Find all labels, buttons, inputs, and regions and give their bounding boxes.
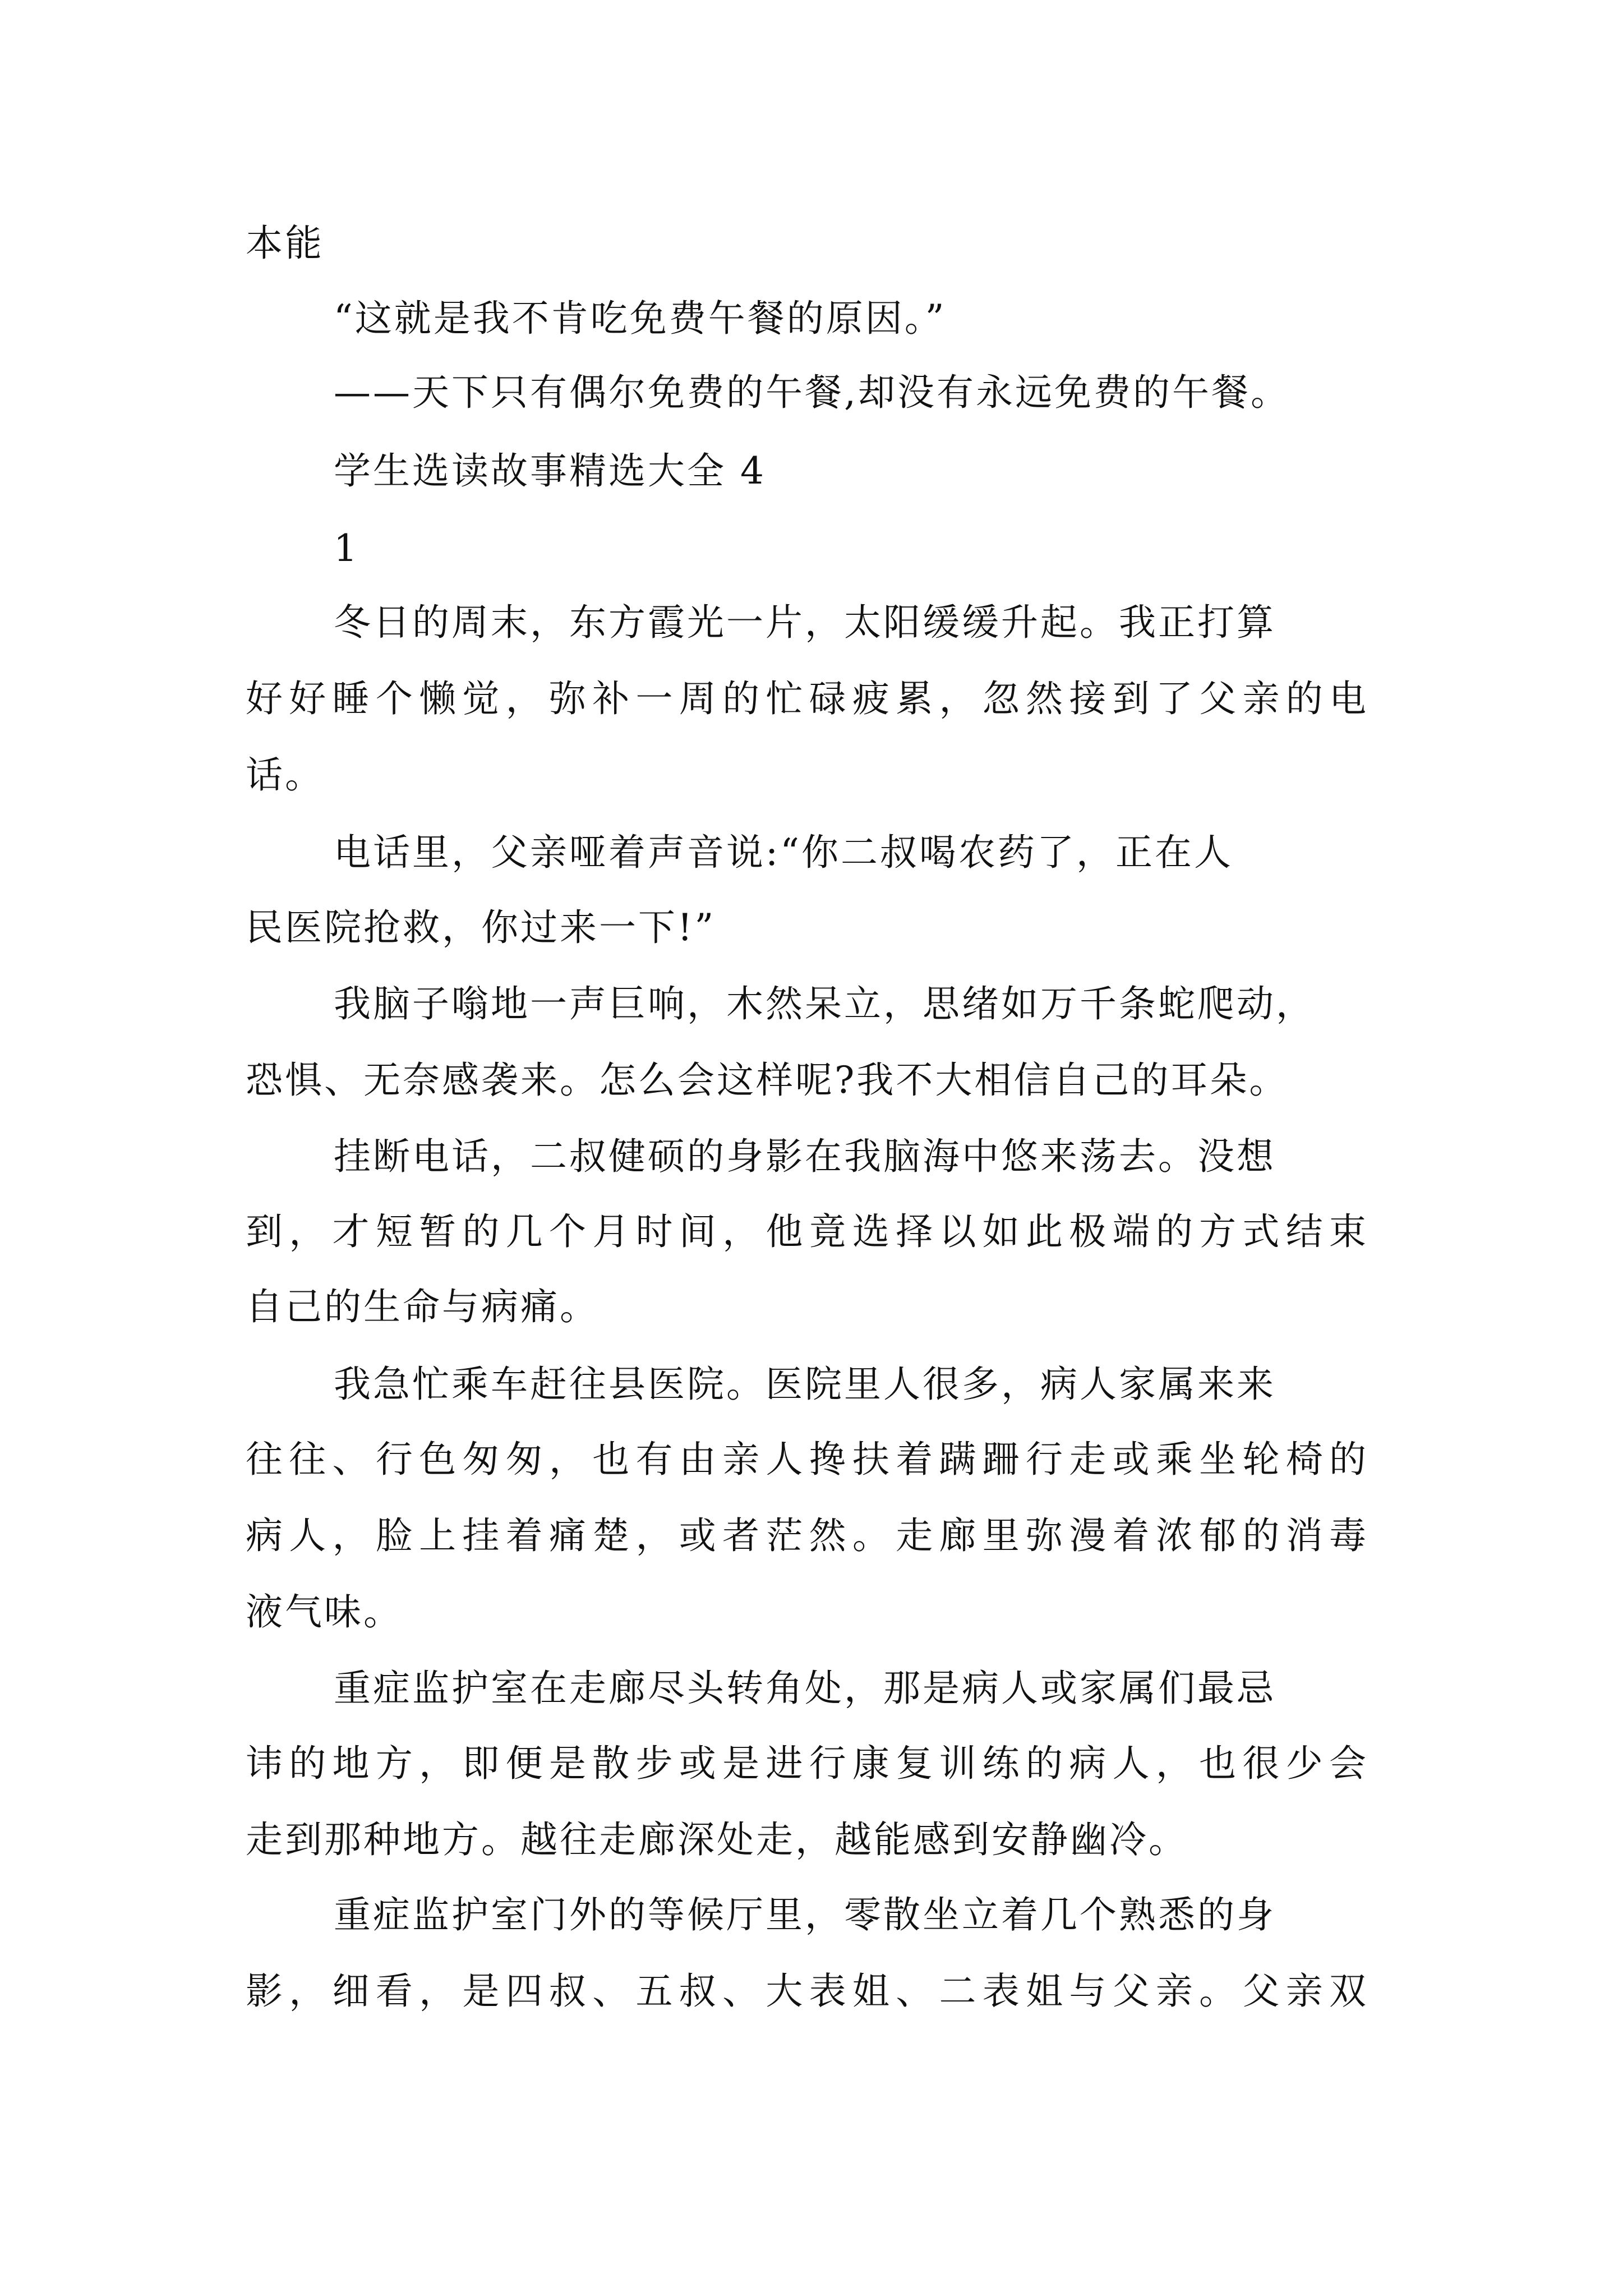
text-line: 电话里，父亲哑着声音说:“你二叔喝农药了，正在人 xyxy=(334,831,1233,874)
text-line: 到，才短暂的几个月时间，他竟选择以如此极端的方式结束 xyxy=(246,1210,1368,1253)
text-line: 冬日的周末，东方霞光一片，太阳缓缓升起。我正打算 xyxy=(334,601,1276,644)
text-line: 1 xyxy=(334,527,359,570)
text-line: ——天下只有偶尔免费的午餐,却没有永远免费的午餐。 xyxy=(334,371,1290,414)
text-line: 影，细看，是四叔、五叔、大表姐、二表姐与父亲。父亲双 xyxy=(246,1970,1368,2013)
text-line: 话。 xyxy=(246,753,324,797)
text-line: 讳的地方，即便是散步或是进行康复训练的病人，也很少会 xyxy=(246,1742,1368,1785)
text-line: 恐惧、无奈感袭来。怎么会这样呢?我不大相信自己的耳朵。 xyxy=(246,1059,1289,1102)
text-line: 液气味。 xyxy=(246,1590,403,1634)
text-line: 重症监护室在走廊尽头转角处，那是病人或家属们最忌 xyxy=(334,1667,1276,1710)
text-line: 自己的生命与病痛。 xyxy=(246,1285,599,1328)
text-line: “这就是我不肯吃免费午餐的原因。” xyxy=(334,297,947,340)
text-line: 病人，脸上挂着痛楚，或者茫然。走廊里弥漫着浓郁的消毒 xyxy=(246,1514,1368,1557)
text-line: 学生选读故事精选大全 4 xyxy=(334,449,766,493)
text-line: 我急忙乘车赶往县医院。医院里人很多，病人家属来来 xyxy=(334,1363,1276,1406)
text-line: 重症监护室门外的等候厅里，零散坐立着几个熟悉的身 xyxy=(334,1893,1276,1936)
text-line: 走到那种地方。越往走廊深处走，越能感到安静幽冷。 xyxy=(246,1818,1188,1861)
text-line: 挂断电话，二叔健硕的身影在我脑海中悠来荡去。没想 xyxy=(334,1135,1276,1178)
text-line: 往往、行色匆匆，也有由亲人搀扶着蹒跚行走或乘坐轮椅的 xyxy=(246,1438,1368,1481)
text-line: 好好睡个懒觉，弥补一周的忙碌疲累，忽然接到了父亲的电 xyxy=(246,677,1368,720)
text-line: 民医院抢救，你过来一下!” xyxy=(246,906,716,949)
text-line: 本能 xyxy=(246,222,324,265)
text-line: 我脑子嗡地一声巨响，木然呆立，思绪如万千条蛇爬动， xyxy=(334,982,1315,1025)
